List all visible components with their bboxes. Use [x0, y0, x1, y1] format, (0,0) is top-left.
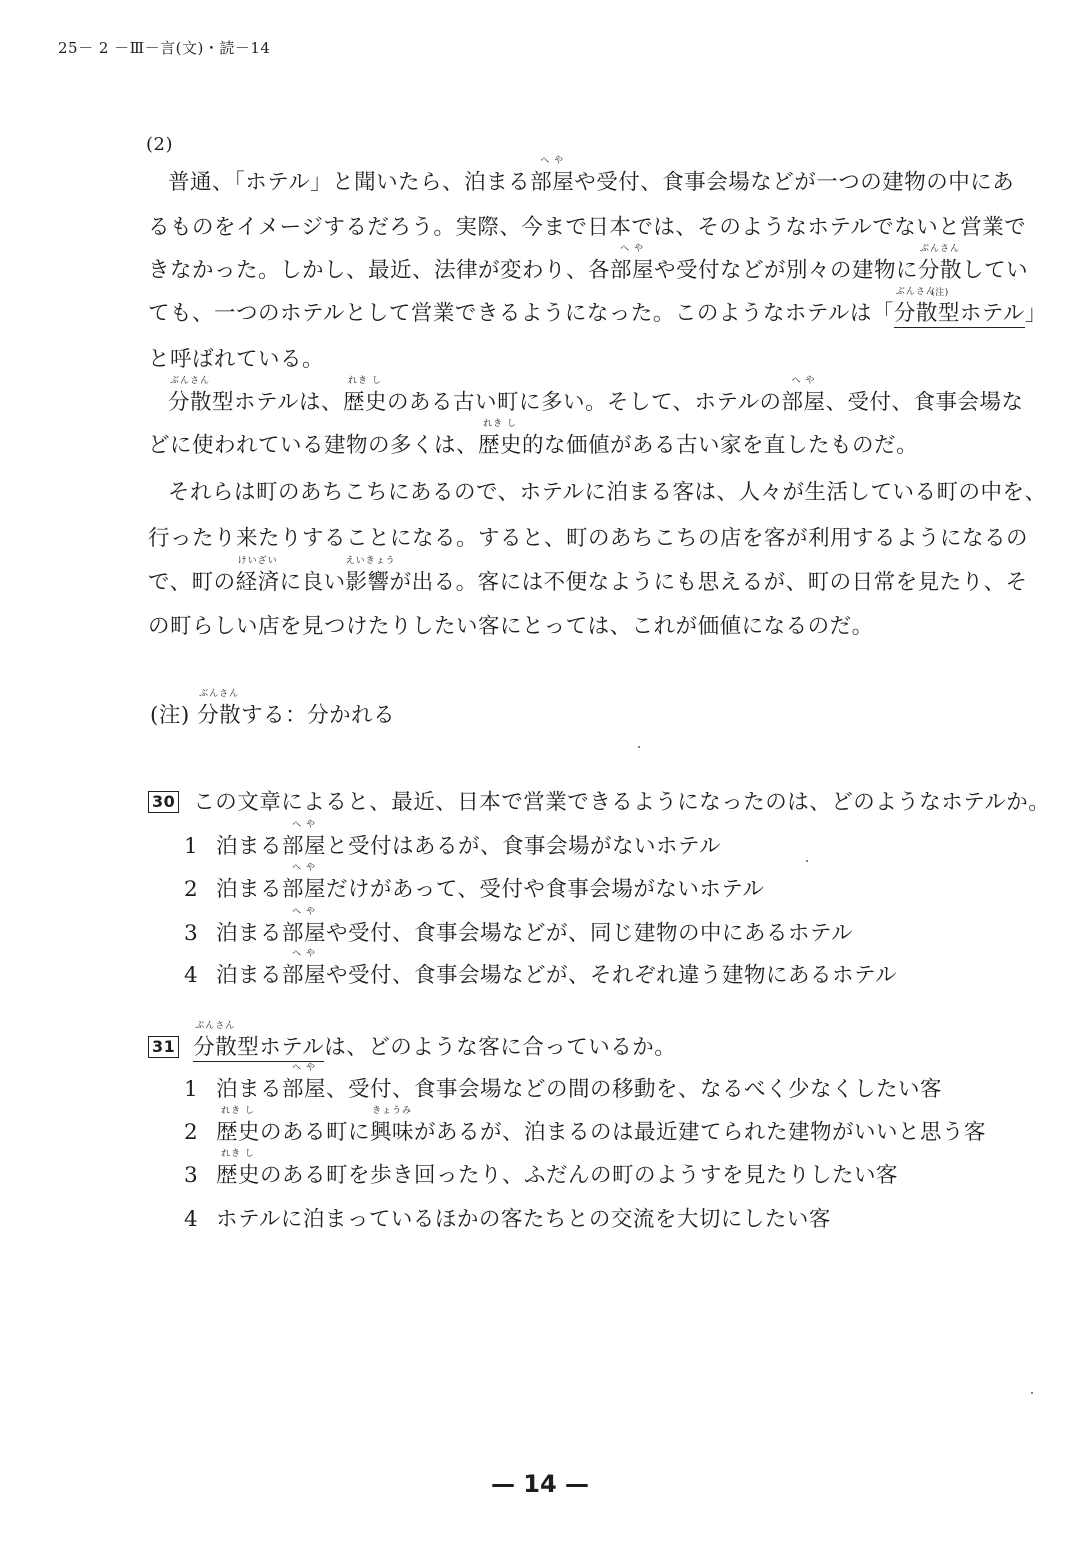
option-number: 3 — [184, 921, 199, 946]
passage-line — [148, 244, 1029, 298]
text-run: があるが、泊まるのは最近建てられた建物がいいと思う客 — [414, 1120, 987, 1145]
question-number-box: 31 — [148, 1036, 179, 1058]
option-number: 4 — [184, 1207, 199, 1232]
text-run: この文章によると、最近、日本で営業できるようになったのは、どのようなホテルか。 — [193, 790, 1051, 815]
text-run: や受付、食事会場などが、同じ建物の中にあるホテル — [326, 921, 853, 946]
text-run: 、受付、食事会場な — [825, 390, 1024, 415]
question-number-box: 30 — [148, 791, 179, 813]
text-run: 泊まる — [216, 921, 283, 946]
text-run: に良い — [279, 570, 346, 595]
ruby-word — [478, 419, 523, 460]
text-run: 泊まる — [216, 834, 283, 859]
answer-option[interactable] — [184, 907, 853, 948]
text-run: のある町を歩き回ったり、ふだんの町のようすを見たりしたい客 — [260, 1163, 899, 1188]
furigana: へ や — [620, 244, 644, 254]
option-number: 2 — [184, 1120, 199, 1145]
furigana: へ や — [292, 820, 316, 830]
ruby-base: 経済 — [235, 570, 280, 595]
ruby-base: 興味 — [370, 1120, 415, 1145]
text-run: るものをイメージするだろう。実際、今まで日本では、そのようなホテルでないと営業で — [148, 215, 1027, 240]
furigana: れき し — [348, 376, 382, 386]
passage-line — [168, 156, 1015, 197]
scan-speck — [1031, 1392, 1033, 1394]
furigana: へ や — [791, 376, 816, 386]
question-31 — [148, 1021, 677, 1062]
furigana: へ や — [292, 949, 316, 959]
answer-option[interactable] — [184, 820, 721, 861]
ruby-base: 歴史 — [342, 390, 387, 415]
furigana: ぶんさん — [170, 376, 211, 386]
passage-line — [168, 376, 1024, 417]
passage-line — [148, 613, 874, 641]
answer-option[interactable] — [184, 1206, 831, 1234]
furigana: けいざい — [237, 556, 278, 566]
furigana: ぶんさん — [895, 287, 936, 297]
ruby-base: 部屋 — [282, 963, 327, 988]
ruby-word — [282, 820, 327, 861]
ruby-word — [282, 949, 327, 990]
ruby-word — [168, 376, 213, 417]
text-run: 型ホテル — [937, 301, 1025, 326]
furigana: ぶんさん — [199, 689, 240, 699]
ruby-base: 歴史 — [216, 1163, 261, 1188]
ruby-word — [918, 244, 963, 298]
ruby-word — [781, 376, 826, 417]
ruby-word — [282, 863, 327, 904]
passage-line — [148, 214, 1026, 242]
ruby-word — [235, 556, 280, 597]
passage-line — [148, 525, 1028, 553]
option-number: 1 — [184, 834, 199, 859]
furigana: れき し — [221, 1106, 255, 1116]
passage-line — [148, 287, 1047, 328]
ruby-base: 部屋 — [282, 834, 327, 859]
ruby-base: 部屋 — [282, 877, 327, 902]
scan-speck — [806, 860, 808, 862]
text-run: 泊まる — [216, 877, 283, 902]
ruby-word — [342, 376, 387, 417]
furigana: へ や — [292, 907, 316, 917]
furigana: れき し — [221, 1149, 255, 1159]
text-run: のある古い町に多い。そして、ホテルの — [386, 390, 782, 415]
text-run: ホテルに泊まっているほかの客たちとの交流を大切にしたい客 — [216, 1207, 831, 1232]
answer-option[interactable] — [184, 1149, 899, 1190]
ruby-word — [345, 556, 396, 597]
text-run: 、受付、食事会場などの間の移動を、なるべく少なくしたい客 — [326, 1077, 943, 1102]
text-run: 行ったり来たりすることになる。すると、町のあちこちの店を客が利用するようになるの — [148, 526, 1029, 551]
ruby-word — [216, 1106, 261, 1147]
passage-line — [148, 346, 324, 374]
ruby-base: 歴史 — [216, 1120, 261, 1145]
text-run: してい — [962, 258, 1029, 283]
text-run: 普通、「ホテル」と聞いたら、泊まる — [168, 170, 531, 195]
answer-option[interactable] — [184, 1106, 987, 1147]
text-run: どに使われている建物の多くは、 — [148, 433, 479, 458]
text-run: や受付などが別々の建物に — [654, 258, 919, 283]
ruby-base: 部屋 — [530, 170, 575, 195]
text-run: は、どのような客に合っているか。 — [324, 1035, 677, 1060]
option-number: 3 — [184, 1163, 199, 1188]
answer-option[interactable] — [184, 1063, 943, 1104]
ruby-base: 分散 — [193, 1035, 238, 1060]
text-run: と呼ばれている。 — [148, 347, 325, 372]
ruby-word — [282, 907, 327, 948]
ruby-base: 歴史 — [478, 433, 523, 458]
option-number: 1 — [184, 1077, 199, 1102]
furigana: ぶんさん — [195, 1021, 236, 1031]
scan-speck — [638, 746, 640, 748]
answer-option[interactable] — [184, 863, 765, 904]
text-run: で、町の — [148, 570, 236, 595]
passage-line — [148, 556, 1028, 597]
text-run: と受付はあるが、食事会場がないホテル — [326, 834, 721, 859]
text-run: 」 — [1024, 301, 1047, 326]
question-30 — [148, 789, 1050, 817]
underlined-term — [193, 1021, 325, 1062]
text-run: する：分かれる — [241, 703, 396, 728]
answer-option[interactable] — [184, 949, 897, 990]
ruby-word — [610, 244, 655, 285]
page-number: — 14 — — [490, 1470, 590, 1498]
underlined-term — [893, 287, 1025, 328]
ruby-base: 分散 — [918, 258, 963, 283]
text-run: や受付、食事会場などが、それぞれ違う建物にあるホテル — [326, 963, 897, 988]
passage-line — [148, 419, 919, 460]
section-label: (2) — [146, 134, 173, 155]
ruby-base: 部屋 — [781, 390, 826, 415]
ruby-base: 分散 — [893, 301, 938, 326]
option-number: 2 — [184, 877, 199, 902]
furigana: ぶんさん — [920, 244, 961, 254]
text-run: 的な価値がある古い家を直したものだ。 — [522, 433, 919, 458]
text-run: きなかった。しかし、最近、法律が変わり、各 — [148, 258, 611, 283]
text-run: (注) — [150, 703, 198, 728]
note-marker: (注) — [931, 288, 949, 298]
furigana: れき し — [483, 419, 517, 429]
text-run: や受付、食事会場などが一つの建物の中にあ — [574, 170, 1015, 195]
furigana: へ や — [292, 863, 316, 873]
ruby-word — [282, 1063, 327, 1104]
ruby-word — [530, 156, 575, 197]
passage-line — [168, 479, 1047, 507]
ruby-word — [193, 1021, 238, 1062]
text-run: ても、一つのホテルとして営業できるようになった。このようなホテルは「 — [148, 301, 894, 326]
ruby-base: 影響 — [345, 570, 390, 595]
ruby-word — [370, 1106, 415, 1147]
ruby-base: 部屋 — [282, 1077, 327, 1102]
text-run: 泊まる — [216, 1077, 283, 1102]
page-header-code: 25－ 2 －Ⅲ－言(文)・読－14 — [58, 39, 271, 57]
text-run: 型ホテル — [237, 1035, 325, 1060]
furigana: えいきょう — [345, 556, 396, 566]
ruby-word — [893, 287, 938, 328]
option-number: 4 — [184, 963, 199, 988]
text-run: 泊まる — [216, 963, 283, 988]
text-run: だけがあって、受付や食事会場がないホテル — [326, 877, 765, 902]
text-run: それらは町のあちこちにあるので、ホテルに泊まる客は、人々が生活している町の中を、 — [168, 480, 1047, 505]
ruby-base: 分散 — [168, 390, 213, 415]
ruby-base: 部屋 — [610, 258, 655, 283]
text-run: の町らしい店を見つけたりしたい客にとっては、これが価値になるのだ。 — [148, 614, 874, 639]
ruby-base: 分散 — [197, 703, 242, 728]
furigana: きょうみ — [372, 1106, 413, 1116]
text-run: 型ホテルは、 — [212, 390, 343, 415]
furigana: へ や — [292, 1063, 316, 1073]
text-run: が出る。客には不便なようにも思えるが、町の日常を見たり、そ — [389, 570, 1028, 595]
ruby-word — [216, 1149, 261, 1190]
footnote — [150, 689, 396, 730]
ruby-word — [197, 689, 242, 730]
text-run: のある町に — [260, 1120, 371, 1145]
ruby-base: 部屋 — [282, 921, 327, 946]
furigana: へ や — [540, 156, 565, 166]
